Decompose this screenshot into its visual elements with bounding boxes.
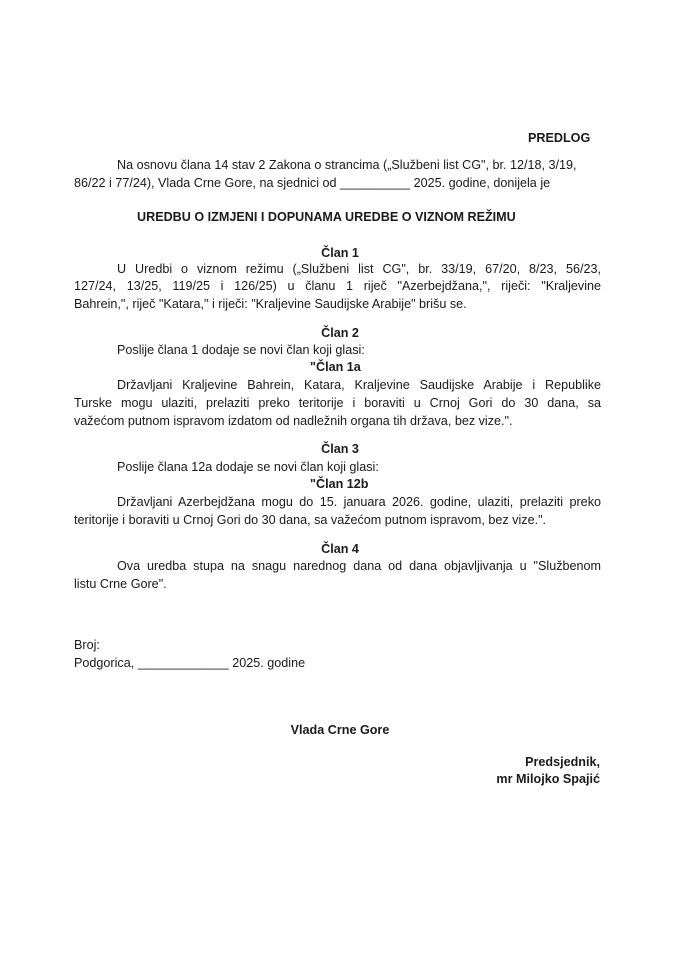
article-2-line: važećom putnom ispravom izdatom od nadležnih organa tih država, bez vize.". — [74, 414, 513, 428]
article-3-line: Državljani Azerbejdžana mogu do 15. januara 2026. godine, ulaziti, prelaziti preko — [117, 495, 601, 509]
article-4-heading: Član 4 — [321, 542, 359, 556]
article-2-heading: Član 2 — [321, 326, 359, 340]
article-3-sub-heading: "Član 12b — [310, 477, 369, 491]
article-3-line: teritorije i boraviti u Crnoj Gori do 30 dana, sa važećom putnom ispravom, bez vize.". — [74, 513, 547, 527]
intro-line-2: 86/22 i 77/24), Vlada Crne Gore, na sjednici od __________ 2025. godine, donijela je — [74, 176, 551, 190]
document-number-label: Broj: — [74, 638, 100, 652]
article-2-line: Državljani Kraljevine Bahrein, Katara, Kraljevine Saudijske Arabije i Republike — [117, 378, 601, 392]
article-4-line: listu Crne Gore". — [74, 577, 167, 591]
article-2-intro: Poslije člana 1 dodaje se novi član koji glasi: — [117, 343, 365, 357]
signatory-name: mr Milojko Spajić — [496, 772, 600, 786]
article-1-line: U Uredbi o viznom režimu („Službeni list CG", br. 33/19, 67/20, 8/23, 56/23, — [117, 262, 601, 276]
article-2-line: Turske mogu ulaziti, prelaziti preko teritorije i boraviti u Crnoj Gori do 30 dana, sa — [74, 396, 601, 410]
signatory-title: Predsjednik, — [525, 755, 600, 769]
document-title: UREDBU O IZMJENI I DOPUNAMA UREDBE O VIZNOM REŽIMU — [137, 210, 516, 224]
article-3-heading: Član 3 — [321, 442, 359, 456]
place-and-date: Podgorica, _____________ 2025. godine — [74, 656, 306, 670]
article-1-line: Bahrein,", riječ "Katara," i riječi: "Kraljevine Saudijske Arabije" brišu se. — [74, 297, 467, 311]
article-2-sub-heading: "Član 1a — [310, 360, 361, 374]
article-3-intro: Poslije člana 12a dodaje se novi član koji glasi: — [117, 460, 379, 474]
intro-line-1: Na osnovu člana 14 stav 2 Zakona o strancima („Službeni list CG", br. 12/18, 3/19, — [117, 158, 577, 172]
article-4-line: Ova uredba stupa na snagu narednog dana od dana objavljivanja u "Službenom — [117, 559, 601, 573]
article-1-heading: Član 1 — [321, 246, 359, 260]
document-status-marker: PREDLOG — [528, 131, 591, 145]
issuer-name: Vlada Crne Gore — [290, 723, 390, 737]
article-1-line: 127/24, 13/25, 119/25 i 126/25) u članu 1 riječ "Azerbejdžana,", riječi: "Kraljevine — [74, 279, 601, 293]
